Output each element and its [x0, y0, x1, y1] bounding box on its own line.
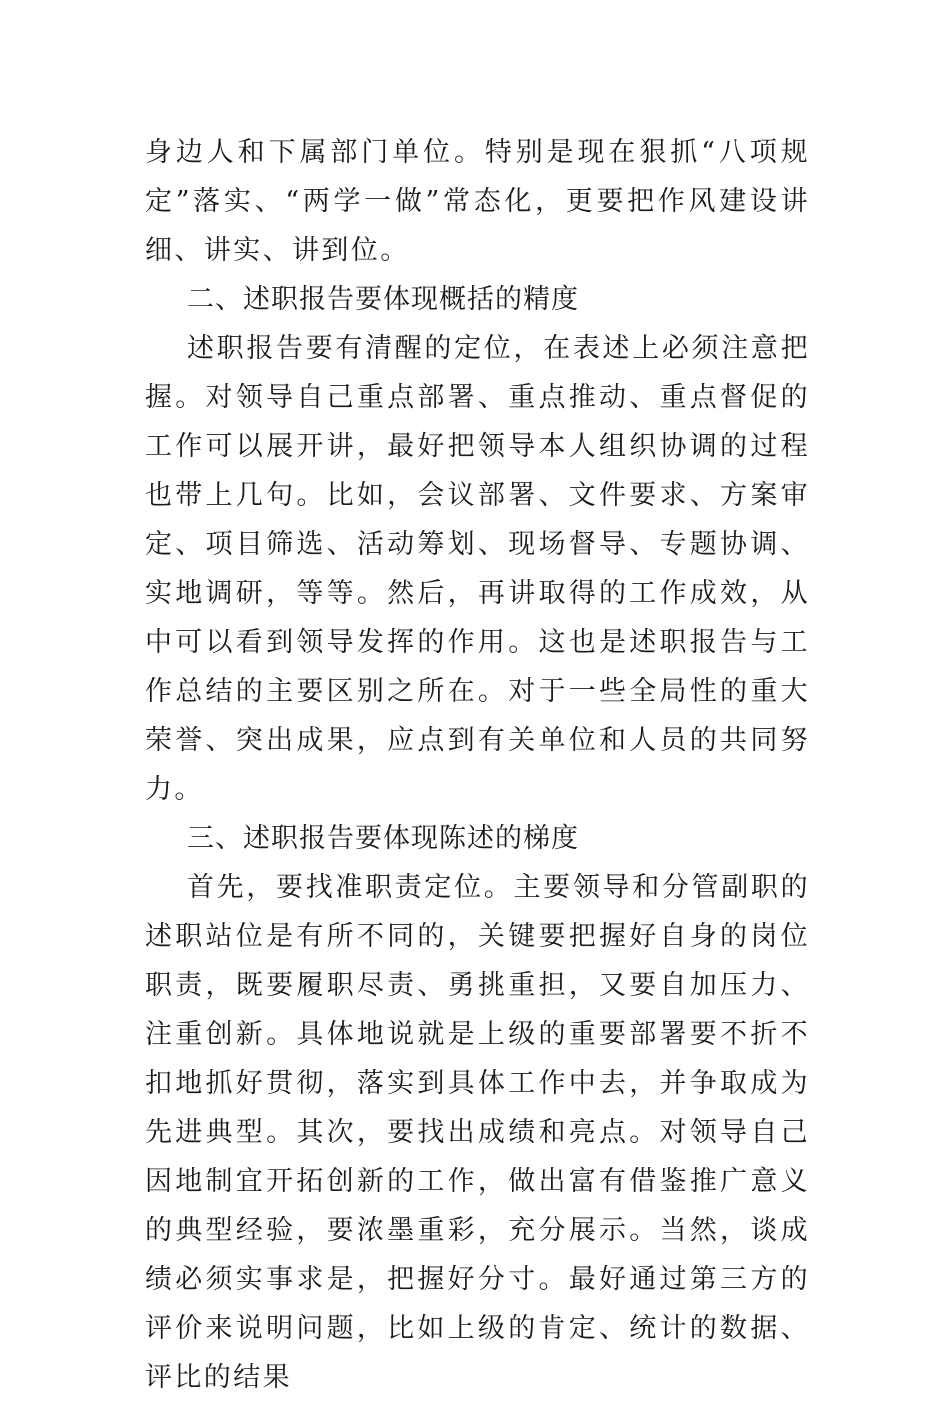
- section-heading-three: 三、述职报告要体现陈述的梯度: [187, 823, 579, 854]
- section-heading-two: 二、述职报告要体现概括的精度: [187, 284, 579, 315]
- paragraph-continuation: 身边人和下属部门单位。特别是现在狠抓“八项规定”落实、“两学一做”常态化，更要把作风建设讲细、讲实、讲到位。: [145, 137, 810, 266]
- paragraph-section-three: 首先，要找准职责定位。主要领导和分管副职的述职站位是有所不同的，关键要把握好自身的岗位职责，既要履职尽责、勇挑重担，又要自加压力、注重创新。具体地说就是上级的重要部署要不折不扣地抓好贯彻，落实到具体工作中去，并争取成为先进典型。其次，要找出成绩和亮点。对领导自己因地制宜开拓创新的工作，做出富有借鉴推广意义的典型经验，要浓墨重彩，充分展示。当然，谈成绩必须实事求是，把握好分寸。最好通过第三方的评价来说明问题，比如上级的肯定、统计的数据、评比的结果: [145, 872, 810, 1393]
- document-body: [145, 128, 810, 1402]
- paragraph-section-two: 述职报告要有清醒的定位，在表述上必须注意把握。对领导自己重点部署、重点推动、重点督促的工作可以展开讲，最好把领导本人组织协调的过程也带上几句。比如，会议部署、文件要求、方案审定、项目筛选、活动筹划、现场督导、专题协调、实地调研，等等。然后，再讲取得的工作成效，从中可以看到领导发挥的作用。这也是述职报告与工作总结的主要区别之所在。对于一些全局性的重大荣誉、突出成果，应点到有关单位和人员的共同努力。: [145, 333, 810, 805]
